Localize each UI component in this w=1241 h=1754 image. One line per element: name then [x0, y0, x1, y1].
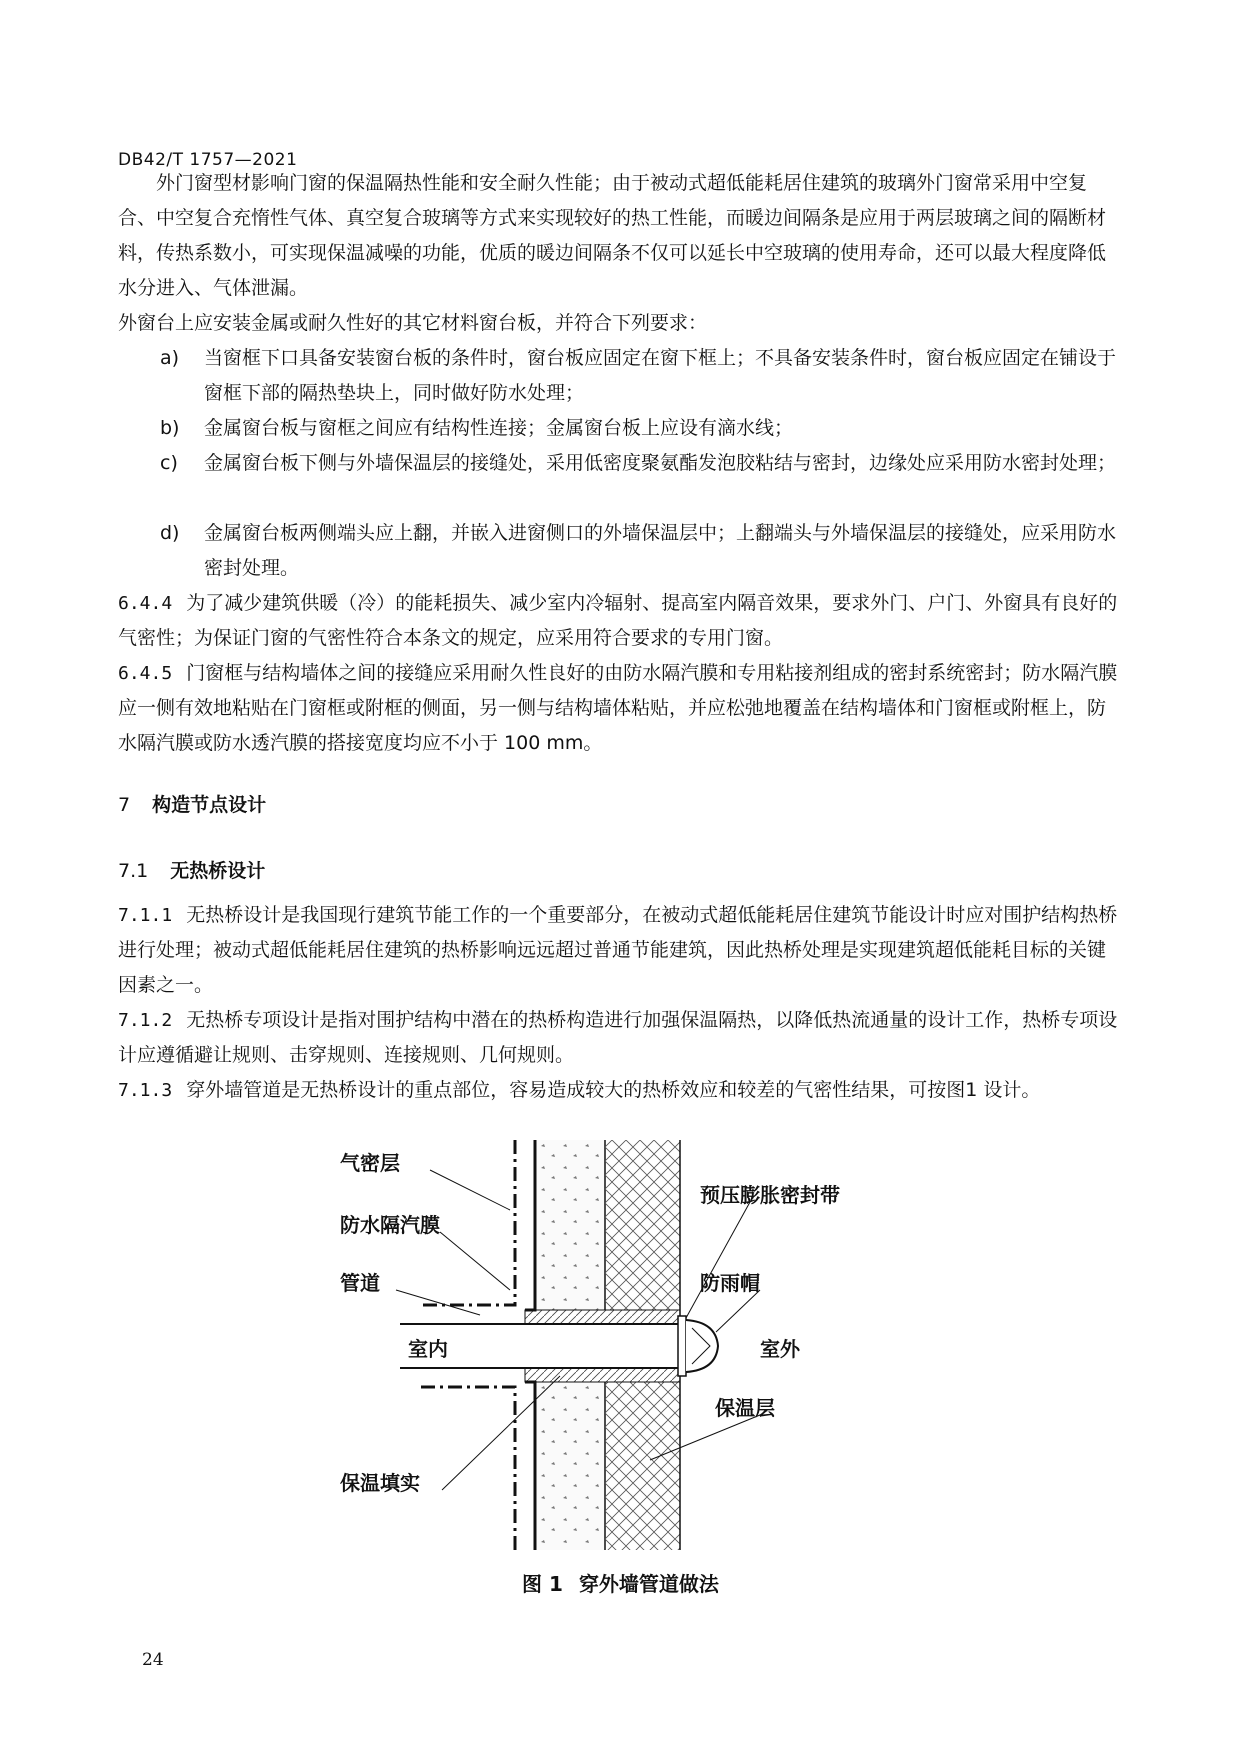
paragraph-windowsill-intro: 外窗台上应安装金属或耐久性好的其它材料窗台板，并符合下列要求：: [118, 312, 708, 334]
page-number: 24: [142, 1650, 164, 1670]
list-item-a: [160, 341, 1118, 411]
wall-pipe-detail-figure: [340, 1140, 880, 1550]
clause-text: 为了减少建筑供暖（冷）的能耗损失、减少室内冷辐射、提高室内隔音效果，要求外门、户门、外窗具有良好的气密性；为保证门窗的气密性符合本条文的规定，应采用符合要求的专用门窗。: [118, 592, 1118, 649]
airtight-layer-lower: [420, 1387, 515, 1550]
figure-number: 图 1: [522, 1572, 563, 1596]
section-title: 构造节点设计: [152, 794, 267, 816]
insulation-upper: [605, 1140, 680, 1310]
list-marker: b): [160, 417, 180, 439]
clause-text: 无热桥设计是我国现行建筑节能工作的一个重要部分，在被动式超低能耗居住建筑节能设计时应对围护结构热桥进行处理；被动式超低能耗居住建筑的热桥影响远远超过普通节能建筑，因此热桥处理是实现建筑超低能耗目标的关键因素之一。: [118, 904, 1118, 996]
label-rain-cap: 防雨帽: [700, 1271, 760, 1295]
list-item-d: [160, 516, 1118, 586]
label-pipe: 管道: [340, 1271, 380, 1295]
clause-6-4-4: [118, 586, 1118, 656]
label-airtight-layer: 气密层: [340, 1151, 400, 1175]
list-text: 金属窗台板两侧端头应上翻，并嵌入进窗侧口的外墙保温层中；上翻端头与外墙保温层的接缝处，应采用防水密封处理。: [204, 522, 1117, 579]
clause-number: 6.4.4: [118, 593, 173, 614]
figure-title: 穿外墙管道做法: [578, 1572, 719, 1596]
paragraph-window-profile: 外门窗型材影响门窗的保温隔热性能和安全耐久性能；由于被动式超低能耗居住建筑的玻璃外门窗常采用中空复合、中空复合充惰性气体、真空复合玻璃等方式来实现较好的热工性能，而暖边间隔条是应用于两层玻璃之间的隔断材料，传热系数小，可实现保温减噪的功能，优质的暖边间隔条不仅可以延长中空玻璃的使用寿命，还可以最大程度降低水分进入、气体泄漏。: [118, 172, 1107, 299]
section-7-heading: [118, 790, 266, 817]
list-marker: d): [160, 522, 180, 544]
clause-number: 7.1.3: [118, 1080, 173, 1101]
rain-cap: [686, 1320, 718, 1372]
clause-text: 穿外墙管道是无热桥设计的重点部位，容易造成较大的热桥效应和较差的气密性结果，可按图1 设计。: [186, 1079, 1041, 1101]
section-title: 无热桥设计: [170, 860, 266, 882]
label-fill: 保温填实: [340, 1471, 420, 1495]
figure-caption: [0, 1568, 1241, 1597]
pipe-fill-bottom: [525, 1368, 680, 1382]
concrete-wall-upper: [535, 1140, 605, 1310]
list-item-b: [160, 411, 1118, 446]
document-code: DB42/T 1757—2021: [118, 150, 298, 170]
label-indoor: 室内: [408, 1337, 448, 1361]
concrete-wall-lower: [535, 1382, 605, 1550]
clause-7-1-2: [118, 1003, 1118, 1073]
seal-tape: [678, 1316, 686, 1376]
pipe-fill-top: [525, 1310, 680, 1324]
clause-7-1-3: [118, 1073, 1118, 1108]
clause-text: 无热桥专项设计是指对围护结构中潜在的热桥构造进行加强保温隔热，以降低热流通量的设计工作，热桥专项设计应遵循避让规则、击穿规则、连接规则、几何规则。: [118, 1009, 1118, 1066]
section-7-1-heading: [118, 856, 265, 883]
list-text: 金属窗台板下侧与外墙保温层的接缝处，采用低密度聚氨酯发泡胶粘结与密封，边缘处应采用防水密封处理；: [204, 452, 1117, 474]
list-marker: c): [160, 452, 178, 474]
clause-number: 7.1.2: [118, 1010, 173, 1031]
insulation-lower: [605, 1382, 680, 1550]
clause-number: 7.1.1: [118, 905, 173, 926]
label-membrane: 防水隔汽膜: [340, 1213, 440, 1237]
list-text: 金属窗台板与窗框之间应有结构性连接；金属窗台板上应设有滴水线；: [204, 417, 794, 439]
list-marker: a): [160, 347, 180, 369]
list-text: 当窗框下口具备安装窗台板的条件时，窗台板应固定在窗下框上；不具备安装条件时，窗台板应固定在铺设于窗框下部的隔热垫块上，同时做好防水处理；: [204, 347, 1117, 404]
label-outdoor: 室外: [760, 1337, 800, 1361]
clause-text: 门窗框与结构墙体之间的接缝应采用耐久性良好的由防水隔汽膜和专用粘接剂组成的密封系统密封；防水隔汽膜应一侧有效地粘贴在门窗框或附框的侧面，另一侧与结构墙体粘贴，并应松弛地覆盖在结构墙体和门窗框或附框上，防水隔汽膜或防水透汽膜的搭接宽度均应不小于 100 mm。: [118, 662, 1118, 754]
clause-number: 6.4.5: [118, 663, 173, 684]
section-number: 7: [118, 794, 131, 816]
section-number: 7.1: [118, 860, 149, 882]
label-seal-tape: 预压膨胀密封带: [700, 1183, 840, 1207]
list-item-c: [160, 446, 1118, 481]
clause-7-1-1: [118, 898, 1118, 1003]
label-insulation: 保温层: [715, 1396, 775, 1420]
clause-6-4-5: [118, 656, 1118, 761]
